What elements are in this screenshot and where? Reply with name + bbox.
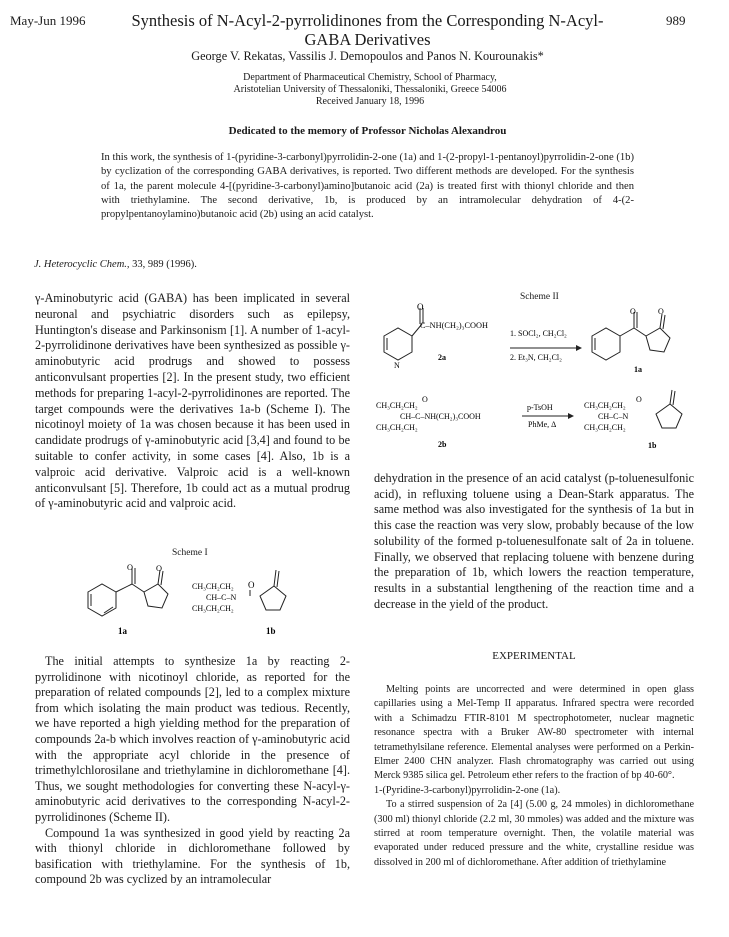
experimental-section — [374, 683, 694, 870]
pyrrolidinone-ring — [250, 570, 286, 610]
reagent-step-1: 1. SOCl₂, CH₂Cl₂ — [510, 329, 567, 338]
nitrogen-label: N — [394, 361, 400, 370]
journal-name: J. Heterocyclic Chem., — [34, 259, 130, 270]
prod-b-bottom: CH₃CH₂CH₂ — [584, 423, 626, 432]
experimental-general: Melting points are uncorrected and were determined in open glass capillaries using a Mel-Temp II apparatus. Infrared spectra were recorded with a Schimadzu FTIR-8101 M spectrophotometer, nuclear magnetic resonance spectra with a Bruker AW-80 spectrometer with internal tetramethylsilane reference. Elemental analyses were performed on a Perkin-Elmer 2400 CHN analyzer. Flash chromatography was carried out using Merck 9385 silica gel. Petroleum ether refers to the fraction of bp 40-60°. — [374, 684, 694, 782]
sm-a-chain: C–NH(CH₂)₃COOH — [420, 321, 489, 330]
sm-b-top: CH₃CH₂CH₂ — [376, 401, 418, 410]
sm-b-mid: CH–C–NH(CH₂)₃COOH — [400, 412, 481, 421]
oxygen-label: O — [127, 563, 133, 572]
compound-label-1b: 1b — [266, 626, 276, 636]
body-paragraph-1: γ-Aminobutyric acid (GABA) has been implicated in several neuronal and psychiatric disorders such as epilepsy, Huntington's disease and Parkinsonism [1]. A number of 1-acyl-2-pyrrolidinone derivatives have been synthesized as possible γ-aminobutyric acid prodrugs and showed to possess anticonvulsant properties [2]. In the present study, two efficient methods for preparing 1-acyl-2-pyrrolidinones are reported. The target compounds were the derivatives 1a-b (Scheme I). The nicotinoyl moiety of 1a was chosen because it has been used in candidate prodrugs of γ-aminobutyric acid [3,4] and found to be suitable to confer activity, in some cases [4]. Also, 1b is a valproic acid derivative. Valproic acid is a well-known anticonvulsant [5]. Therefore, 1b could act as a mutual prodrug of γ-aminobutyric acid and valproic acid. — [35, 291, 350, 511]
arrow-head-icon — [568, 413, 574, 419]
pyridine-ring — [384, 308, 423, 360]
scheme-2-figure — [372, 302, 712, 472]
oxygen-label: O — [636, 395, 642, 404]
pyrrolidinone-ring — [656, 390, 682, 428]
reagent-acid: p-TsOH — [527, 403, 553, 412]
affiliation-line-1: Department of Pharmaceutical Chemistry, School of Pharmacy, — [243, 72, 497, 83]
compound-label-1b: 1b — [648, 441, 657, 450]
affiliation-line-2: Aristotelian University of Thessaloniki, Thessaloniki, Greece 54006 — [233, 84, 507, 95]
body-paragraph-4: dehydration in the presence of an acid catalyst (p-toluenesulfonic acid), in refluxing toluene using a Dean-Stark apparatus. The same method was also investigated for the synthesis of 1a but in this case the reaction was very slow, probably because of the low solubility of the formed p-toluenesulfonate salt of 2a in toluene. Finally, we observed that replacing toluene with benzene during the preparation of 1b, which lowers the reaction temperature, results in a substantial lengthening of the reaction time and a decrease in the yield of the product. — [374, 471, 694, 611]
oxygen-label: O — [248, 580, 255, 590]
compound-label-2b: 2b — [438, 440, 447, 449]
oxygen-label: O — [658, 307, 664, 316]
discussion-paragraph — [374, 471, 694, 612]
compound-label-1a: 1a — [118, 626, 127, 636]
reagent-step-2: 2. Et₃N, CH₂Cl₂ — [510, 353, 562, 362]
scheme-2-label: Scheme II — [520, 292, 559, 302]
affiliation — [150, 72, 590, 108]
product-1a-structure — [592, 312, 670, 360]
journal-details: 33, 989 (1996). — [132, 259, 197, 270]
results-paragraph — [35, 654, 350, 888]
abstract: In this work, the synthesis of 1-(pyridine-3-carbonyl)pyrrolidin-2-one (1a) and 1-(2-propyl-1-pentanoyl)pyrrolidin-2-one (1b) by cyclization of the corresponding GABA derivatives, is reported. Two different methods are developed. For the synthesis of 1a, the parent molecule 4-[(pyridine-3-carbonyl)amino]butanoic acid (2a) is treated first with thionyl chloride and then with triethylamine. The second derivative, 1b, is produced by an intramolecular dehydration of 4-(2-propylpentanoylamino)butanoic acid (2b) using an acid catalyst. — [101, 152, 634, 221]
experimental-procedure: To a stirred suspension of 2a [4] (5.00 g, 24 mmoles) in dichloromethane (300 ml) thionyl chloride (2.2 ml, 30 mmoles) was added and the mixture was stirred at room temperature overnight. Then, the volatile material was evaporated under reduced pressure and the white, crystalline residue was dissolved in 200 ml of dichloromethane. After addition of triethylamine — [374, 799, 694, 868]
chain-top: CH₃CH₂CH₂ — [192, 582, 234, 591]
scheme-1-label: Scheme I — [172, 548, 208, 558]
compound-heading: 1-(Pyridine-3-carbonyl)pyrrolidin-2-one (1a). — [374, 784, 561, 796]
body-paragraph-2: The initial attempts to synthesize 1a by reacting 2-pyrrolidinone with nicotinoyl chloride, as reported for the preparation of related compounds [2], led to a complex mixture from which isolating the main product was tedious. Recently, we have reported a high yielding method for the preparation of compounds 2a-b which involves reaction of γ-aminobutyric acid with the appropriate acyl chloride in the presence of trimethylchlorosilane and triethylamine in dichloromethane [4]. Thus, we sought methodologies for converting these N-acyl-γ-aminobutyric acid derivatives to the corresponding N-acyl-2-pyrrolidinones (Scheme II). — [35, 654, 350, 824]
compound-label-1a: 1a — [634, 365, 642, 374]
prod-b-top: CH₃CH₂CH₂ — [584, 401, 626, 410]
compound-label-2a: 2a — [438, 353, 446, 362]
oxygen-label: O — [422, 395, 428, 404]
article-title: Synthesis of N-Acyl-2-pyrrolidinones from the Corresponding N-Acyl-GABA Derivatives — [131, 11, 604, 49]
pyridine-ring — [88, 568, 168, 616]
chain-bottom: CH₃CH₂CH₂ — [192, 604, 234, 613]
scheme-1-figure — [60, 562, 330, 640]
experimental-heading: EXPERIMENTAL — [492, 650, 576, 662]
journal-citation — [34, 259, 197, 270]
sm-b-bottom: CH₃CH₂CH₂ — [376, 423, 418, 432]
running-header-issue: May-Jun 1996 — [10, 13, 86, 28]
intro-paragraph — [35, 291, 350, 512]
body-paragraph-3: Compound 1a was synthesized in good yield by reacting 2a with thionyl chloride in dichloromethane followed by basification with triethylamine. For the synthesis of 1b, compound 2b was cyclized by an intramolecular — [35, 825, 350, 887]
page-number: 989 — [666, 13, 686, 28]
oxygen-label: O — [156, 564, 162, 573]
arrow-head-icon — [576, 345, 582, 351]
dedication: Dedicated to the memory of Professor Nicholas Alexandrou — [228, 125, 507, 137]
received-date: Received January 18, 1996 — [315, 96, 425, 107]
prod-b-mid: CH–C–N — [598, 412, 629, 421]
authors: George V. Rekatas, Vassilis J. Demopoulos and Panos N. Kourounakis* — [191, 49, 544, 63]
reagent-solvent: PhMe, Δ — [528, 420, 557, 429]
chain-mid: CH–C–N — [206, 593, 237, 602]
oxygen-label: O — [417, 302, 424, 312]
oxygen-label: O — [630, 307, 636, 316]
